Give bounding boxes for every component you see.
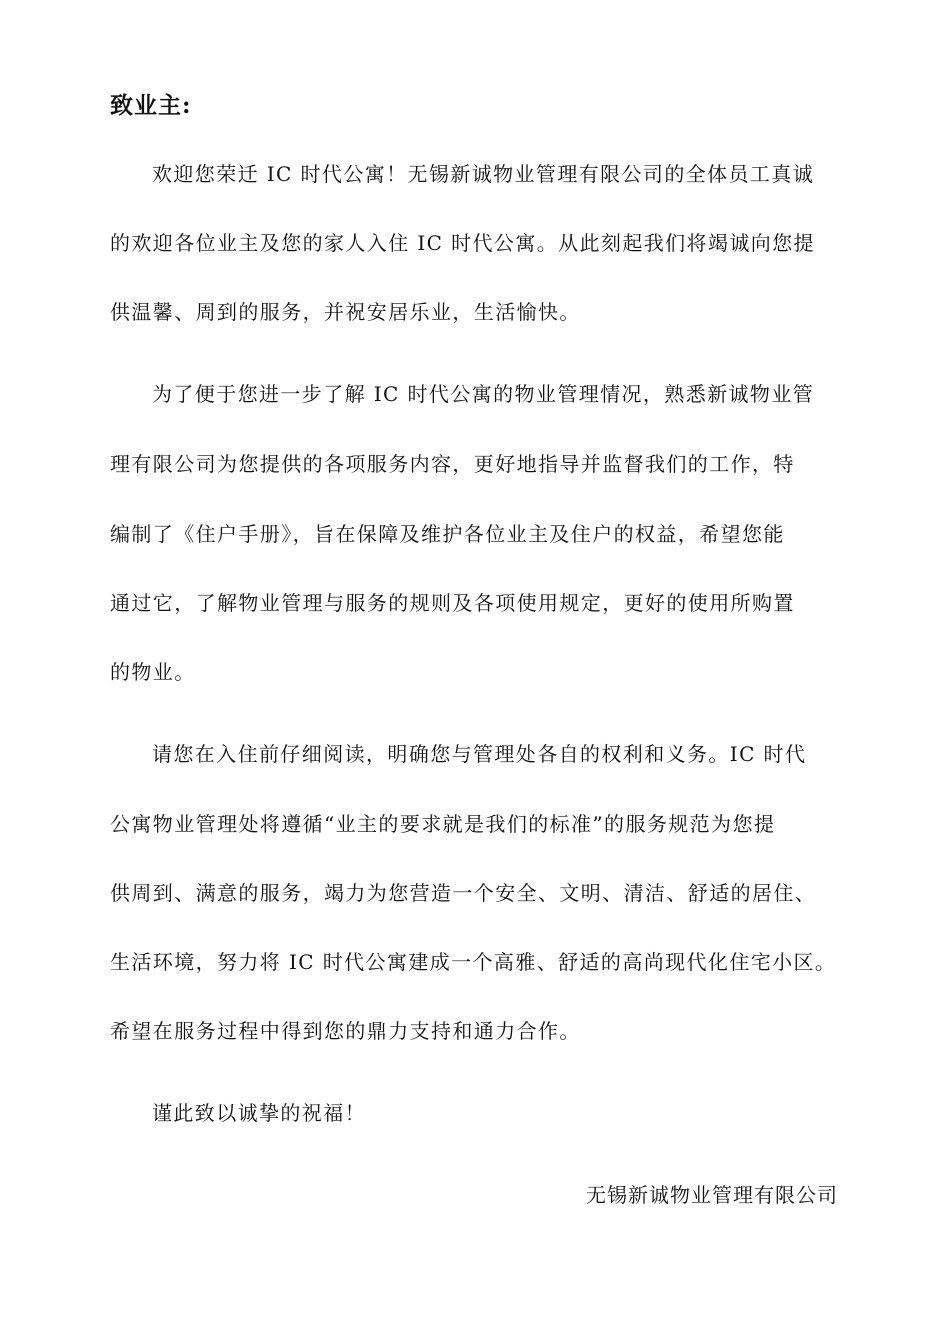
paragraph-1-line-3: 供温馨、周到的服务，并祝安居乐业，生活愉快。 <box>110 300 581 324</box>
closing-blessing: 谨此致以诚挚的祝福！ <box>152 1101 366 1125</box>
paragraph-3-line-2: 公寓物业管理处将遵循“业主的要求就是我们的标准”的服务规范为您提 <box>110 812 776 836</box>
salutation: 致业主: <box>110 92 192 119</box>
paragraph-3-line-4: 生活环境，努力将 IC 时代公寓建成一个高雅、舒适的高尚现代化住宅小区。 <box>110 950 837 974</box>
paragraph-2-line-2: 理有限公司为您提供的各项服务内容，更好地指导并监督我们的工作，特 <box>110 452 795 476</box>
paragraph-2-line-3: 编制了《住户手册》，旨在保障及维护各位业主及住户的权益，希望您能 <box>110 522 785 546</box>
paragraph-3-line-5: 希望在服务过程中得到您的鼎力支持和通力合作。 <box>110 1019 581 1043</box>
paragraph-1-line-1: 欢迎您荣迁 IC 时代公寓！无锡新诚物业管理有限公司的全体员工真诚 <box>152 162 815 186</box>
paragraph-2-line-4: 通过它，了解物业管理与服务的规则及各项使用规定，更好的使用所购置 <box>110 591 795 615</box>
paragraph-2-line-1: 为了便于您进一步了解 IC 时代公寓的物业管理情况，熟悉新诚物业管 <box>152 382 815 406</box>
paragraph-1-line-2: 的欢迎各位业主及您的家人入住 IC 时代公寓。从此刻起我们将竭诚向您提 <box>110 231 815 255</box>
paragraph-3-line-3: 供周到、满意的服务，竭力为您营造一个安全、文明、清洁、舒适的居住、 <box>110 881 817 905</box>
signature-company: 无锡新诚物业管理有限公司 <box>586 1183 838 1207</box>
paragraph-3-line-1: 请您在入住前仔细阅读，明确您与管理处各自的权利和义务。IC 时代 <box>152 742 807 766</box>
paragraph-2-line-5: 的物业。 <box>110 660 196 684</box>
